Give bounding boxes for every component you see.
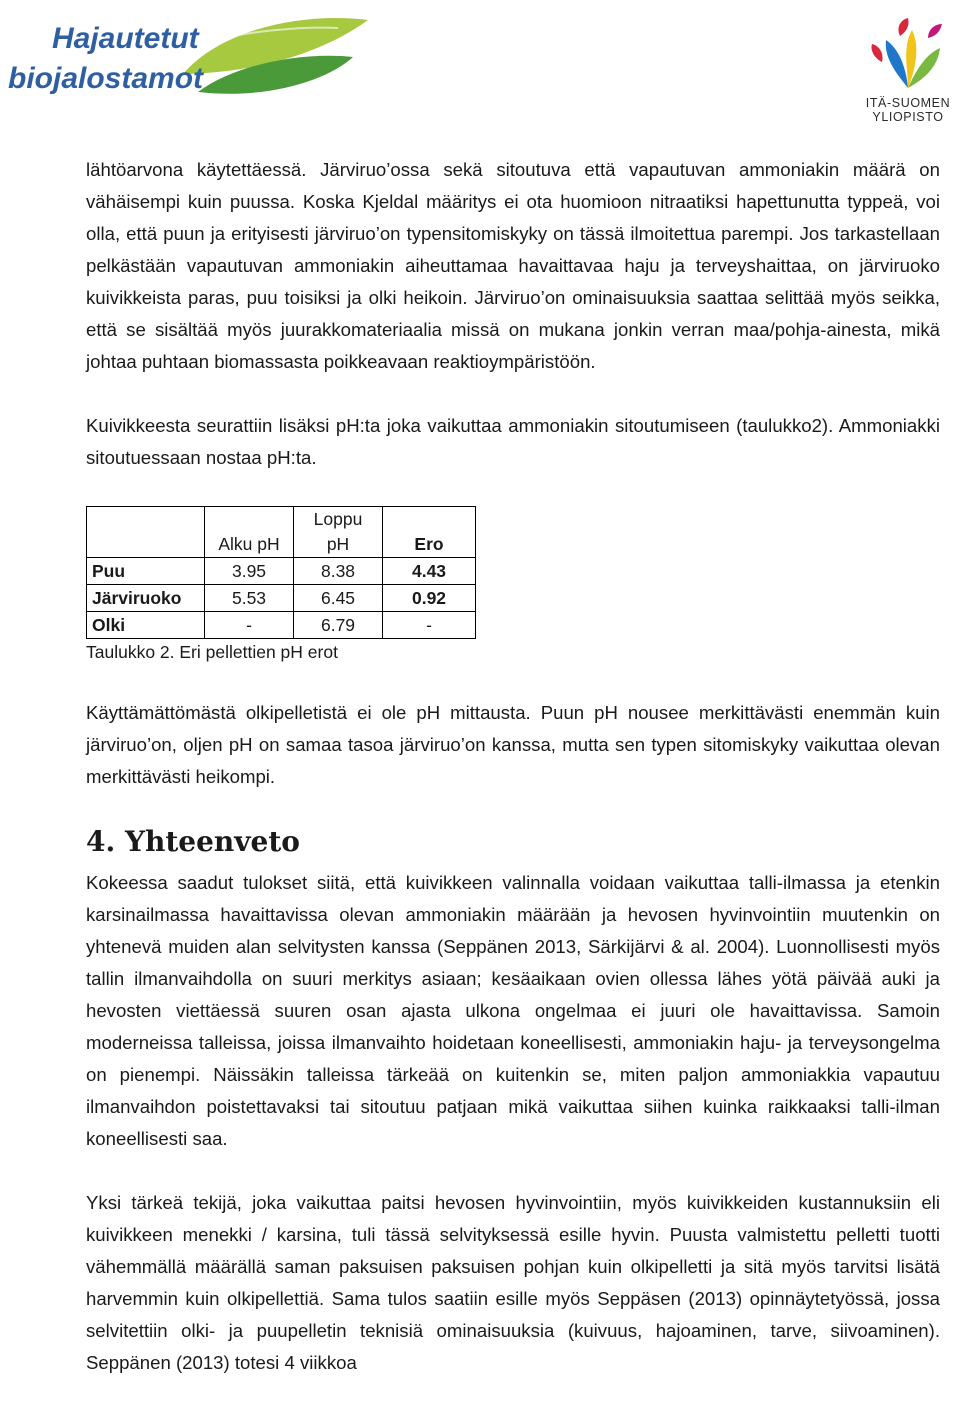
cell-alku: 5.53 (205, 585, 294, 612)
row-label: Olki (87, 612, 205, 639)
cell-alku: 3.95 (205, 558, 294, 585)
section-number: 4. (86, 825, 116, 858)
paragraph-costs: Yksi tärkeä tekijä, joka vaikuttaa paitsi hevosen hyvinvointiin, myös kuivikkeiden kustannuksiin eli kuivikkeen menekki / karsina, tuli tässä selvityksessä esille hyvin. Puusta valmistettu pelletti tuotti vähemmällä määrällä saman paksuisen paksuisen pohjan kuin olkipelletti ja sitä myös tarvitsi lisätä harvemmin kuin olkipellettiä. Sama tulos saatiin esille myös Seppäsen (2013) opinnäytetyössä, jossa selvitettiin olki- ja puupelletin teknisiä ominaisuuksia (kuivuus, hajoaminen, tarve, siivoaminen). Seppänen (2013) totesi 4 viikkoa (86, 1192, 940, 1373)
page-header (0, 0, 960, 140)
cell-alku: - (205, 612, 294, 639)
cell-ero: 4.43 (383, 558, 476, 585)
page-content (86, 154, 940, 1379)
ita-suomen-yliopisto-logo (856, 18, 960, 128)
table-header-alku: Alku pH (205, 507, 294, 558)
table-header-ero: Ero (383, 507, 476, 558)
university-name-line2: YLIOPISTO (872, 110, 944, 124)
cell-loppu: 8.38 (294, 558, 383, 585)
table-row (87, 585, 476, 612)
paragraph-ammonia-comparison: lähtöarvona käytettäessä. Järviruo’ossa sekä sitoutuva että vapautuvan ammoniakin määrä on vähäisempi kuin puussa. Koska Kjeldal määritys ei ota huomioon nitraatiksi hapettunutta typpeä, voi olla, että puun ja erityisesti järviruo’on typensitomiskyky on tässä ilmoitettua parempi. Jos tarkastellaan pelkästään vapautuvan ammoniakin aiheuttamaa havaittavaa haju ja terveyshaittaa, on järviruoko kuivikkeista paras, puu toisiksi ja olki heikoin. Järviruo’on ominaisuuksia saattaa selittää myös seikka, että se sisältää myös juurakkomateriaalia missä on mukana jonkin verran maa/pohja-ainesta, mikä johtaa puhtaan biomassasta poikkeavaan reaktioympäristöön. (86, 159, 940, 372)
section-title: Yhteenveto (124, 825, 300, 858)
paragraph-ph-discussion: Käyttämättömästä olkipelletistä ei ole pH mittausta. Puun pH nousee merkittävästi enemmän kuin järviruo’on, oljen pH on samaa tasoa järviruo’on kanssa, mutta sen typen sitomiskyky vaikuttaa olevan merkittävästi heikompi. (86, 702, 940, 787)
row-label: Puu (87, 558, 205, 585)
cell-ero: - (383, 612, 476, 639)
ph-table (86, 506, 476, 639)
paragraph-ph-intro: Kuivikkeesta seurattiin lisäksi pH:ta joka vaikuttaa ammoniakin sitoutumiseen (taulukko2). Ammoniakki sitoutuessaan nostaa pH:ta. (86, 415, 940, 468)
svg-text:biojalostamot: biojalostamot (8, 62, 204, 95)
row-label: Järviruoko (87, 585, 205, 612)
leaf-logo-icon (8, 12, 388, 112)
university-name-line1: ITÄ-SUOMEN (865, 96, 951, 110)
section-heading (86, 823, 940, 861)
table-header-row (87, 507, 476, 558)
university-flower-icon (856, 18, 960, 92)
cell-ero: 0.92 (383, 585, 476, 612)
table-caption: Taulukko 2. Eri pellettien pH erot (86, 642, 338, 662)
table-row (87, 612, 476, 639)
hajautetut-biojalostamot-logo (8, 12, 388, 112)
table-header-loppu: Loppu pH (294, 507, 383, 558)
cell-loppu: 6.79 (294, 612, 383, 639)
table-row (87, 558, 476, 585)
svg-text:Hajautetut: Hajautetut (52, 22, 199, 55)
table-header-empty (87, 507, 205, 558)
paragraph-summary: Kokeessa saadut tulokset siitä, että kuivikkeen valinnalla voidaan vaikuttaa talli-ilmassa ja etenkin karsinailmassa havaittavissa olevan ammoniakin määrään ja hevosen hyvinvointiin muutenkin on yhtenevä muiden alan selvitysten kanssa (Seppänen 2013, Särkijärvi & al. 2004). Luonnollisesti myös tallin ilmanvaihdolla on suuri merkitys asiaan; kesäaikaan ovien ollessa lähes yötä päivää auki ja hevosten viettäessä suuren osan ajasta ulkona ongelmaa ei juuri ole havaittavissa. Samoin moderneissa talleissa, joissa ilmanvaihto hoidetaan koneellisesti, ammoniakin haju- ja terveysongelma on pienempi. Näissäkin talleissa tärkeää on kuitenkin se, miten paljon ammoniakkia vapautuu ilmanvaihdon poistettavaksi tai sitoutuu patjaan mikä vaikuttaa siihen kuinka raikkaaksi talli-ilman koneellisesti saa. (86, 872, 940, 1149)
cell-loppu: 6.45 (294, 585, 383, 612)
